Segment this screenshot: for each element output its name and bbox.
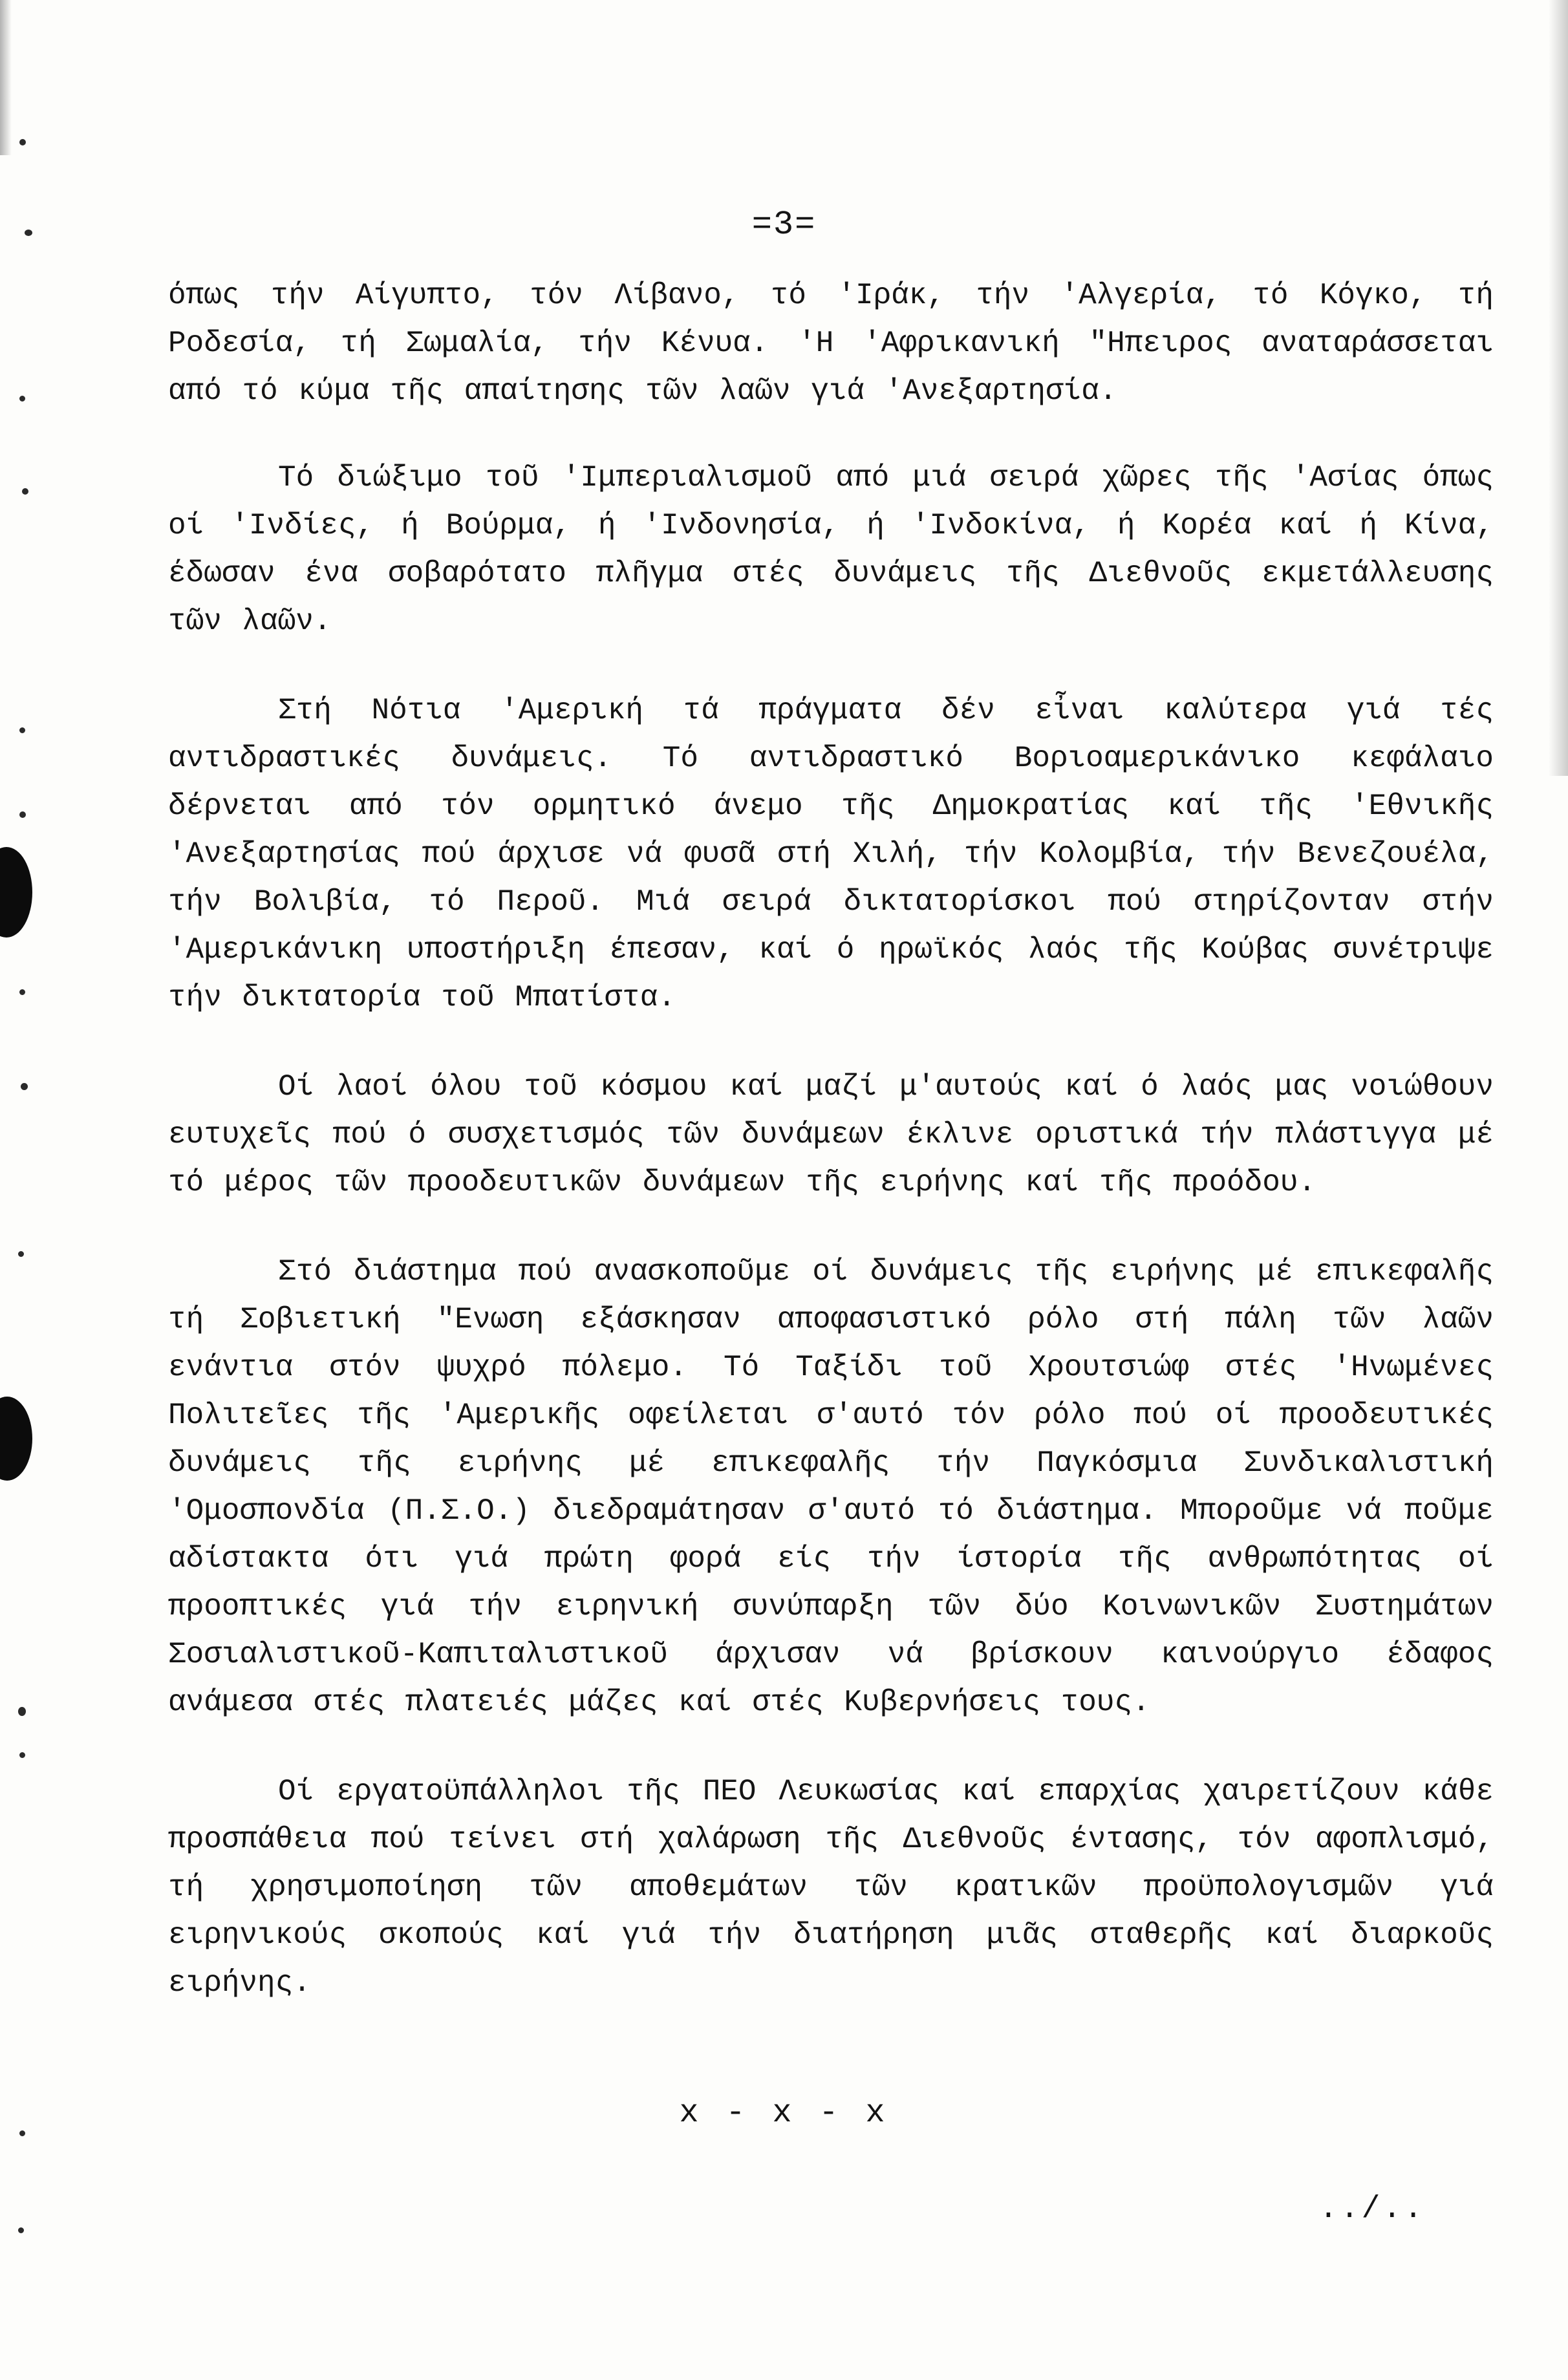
- margin-speck: [19, 139, 26, 145]
- paragraph-peace-forces: Στό διάστημα πού ανασκοποῦμε οί δυνάμεις τῆς ειρήνης μέ επικεφαλῆς τή Σοβιετική "Ενωση εξάσκησαν αποφασιστικό ρόλο στή πάλη τῶν λαῶν ενάντια στόν ψυχρό πόλεμο. Τό Ταξίδι τοῦ Χρουτσιώφ στές 'Ηνωμένες Πολιτεῖες τῆς 'Αμερικῆς οφείλεται σ'αυτό τόν ρόλο πού οί προοδευτικές δυνάμεις τῆς ειρήνης μέ επικεφαλῆς τήν Παγκόσμια Συνδικαλιστική 'Ομοσπονδία (Π.Σ.Ο.) διεδραμάτησαν σ'αυτό τό διάστημα. Μποροῦμε νά ποῦμε αδίστακτα ότι γιά πρώτη φορά είς τήν ίστορία τῆς ανθρωπότητας οί προοπτικές γιά τήν ειρηνική συνύπαρξη τῶν δύο Κοινωνικῶν Συστημάτων Σοσιαλιστικοῦ-Καπιταλιστικοῦ άρχισαν νά βρίσκουν καινούργιο έδαφος ανάμεσα στές πλατειές μάζες καί στές Κυβερνήσεις τους.: [168, 1255, 1494, 1719]
- scan-edge-left: [0, 0, 12, 155]
- margin-speck: [18, 1251, 24, 1257]
- section-separator: x - x - x: [679, 2095, 889, 2132]
- margin-speck: [22, 488, 28, 495]
- paragraph-asia: Τό διώξιμο τοῦ 'Ιμπεριαλισμοῦ από μιά σειρά χῶρες τῆς 'Ασίας όπως οί 'Ινδίες, ή Βούρμα, ή 'Ινδονησία, ή 'Ινδοκίνα, ή Κορέα καί ή Κίνα, έδωσαν ένα σοβαρότατο πλῆγμα στές δυνάμεις τῆς Διεθνοῦς εκμετάλλευσης τῶν λαῶν.: [168, 461, 1494, 638]
- margin-speck: [21, 1083, 28, 1090]
- body-text: [168, 272, 1494, 2048]
- paragraph-continued: όπως τήν Αίγυπτο, τόν Λίβανο, τό 'Ιράκ, τήν 'Αλγερία, τό Κόγκο, τή Ροδεσία, τή Σωμαλία, τήν Κένυα. 'Η 'Αφρικανική "Ηπειρος αναταράσσεται από τό κύμα τῆς απαίτησης τῶν λαῶν γιά 'Ανεξαρτησία.: [168, 279, 1494, 408]
- continuation-mark: ../..: [1319, 2192, 1426, 2227]
- margin-speck: [19, 396, 25, 402]
- punch-hole-bottom: [0, 1397, 32, 1481]
- margin-speck: [19, 811, 26, 818]
- margin-speck: [18, 2227, 24, 2233]
- paragraph-south-america: Στή Νότια 'Αμερική τά πράγματα δέν εἶναι καλύτερα γιά τές αντιδραστικές δυνάμεις. Τό αντιδραστικό Βοριοαμερικάνικο κεφάλαιο δέρνεται από τόν ορμητικό άνεμο τῆς Δημοκρατίας καί τῆς 'Εθνικῆς 'Ανεξαρτησίας πού άρχισε νά φυσᾶ στή Χιλή, τήν Κολομβία, τήν Βενεζουέλα, τήν Βολιβία, τό Περοῦ. Μιά σειρά δικτατορίσκοι πού στηρίζονταν στήν 'Αμερικάνικη υποστήριξη έπεσαν, καί ό ηρωϊκός λαός τῆς Κούβας συνέτριψε τήν δικτατορία τοῦ Μπατίστα.: [168, 694, 1494, 1014]
- scan-edge-right: [1549, 0, 1568, 776]
- paragraph-peoples: Οί λαοί όλου τοῦ κόσμου καί μαζί μ'αυτούς καί ό λαός μας νοιώθουν ευτυχεῖς πού ό συσχετισμός τῶν δυνάμεων έκλινε οριστικά τήν πλάστιγγα μέ τό μέρος τῶν προοδευτικῶν δυνάμεων τῆς ειρήνης καί τῆς προόδου.: [168, 1070, 1494, 1199]
- margin-speck: [19, 1752, 25, 1758]
- paragraph-peo-greeting: Οί εργατοϋπάλληλοι τῆς ΠΕΟ Λευκωσίας καί επαρχίας χαιρετίζουν κάθε προσπάθεια πού τείνει στή χαλάρωση τῆς Διεθνοῦς έντασης, τόν αφοπλισμό, τή χρησιμοποίηση τῶν αποθεμάτων τῶν κρατικῶν προϋπολογισμῶν γιά ειρηνικούς σκοπούς καί γιά τήν διατήρηση μιᾶς σταθερῆς καί διαρκοῦς ειρήνης.: [168, 1775, 1494, 2000]
- page-number: =3=: [751, 206, 817, 244]
- margin-speck: [19, 727, 25, 733]
- margin-speck: [18, 1707, 26, 1716]
- margin-speck: [19, 989, 25, 995]
- punch-hole-top: [0, 847, 32, 938]
